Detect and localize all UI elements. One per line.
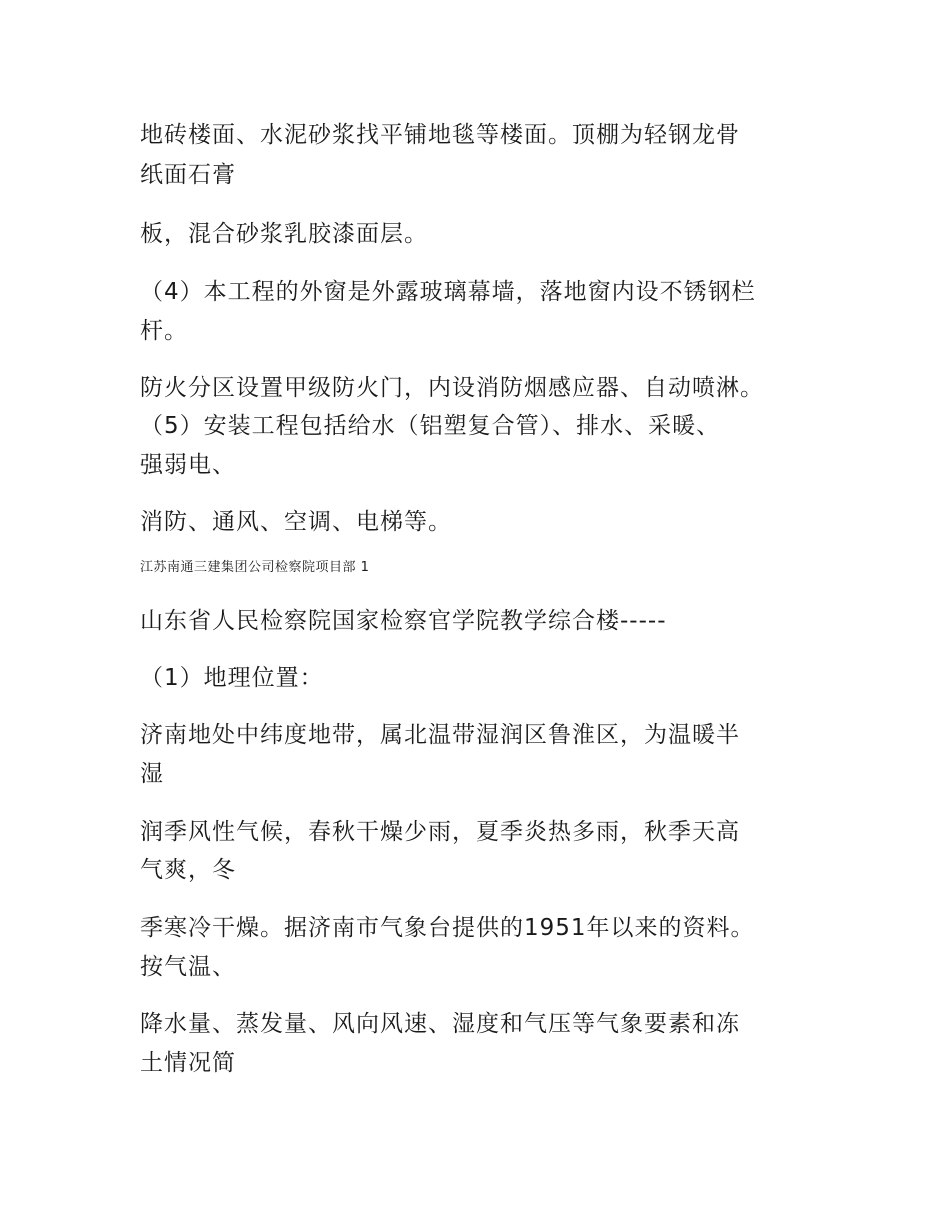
text-line: 季寒冷干燥。据济南市气象台提供的1951年以来的资料。 <box>140 915 755 941</box>
text-line: 润季风性气候，春秋干燥少雨，夏季炎热多雨，秋季天高 <box>140 819 740 845</box>
text-line: 降水量、蒸发量、风向风速、湿度和气压等气象要素和冻 <box>140 1011 740 1037</box>
text-line: 气爽，冬 <box>140 857 236 883</box>
text-line: 纸面石膏 <box>140 162 236 188</box>
text-line: 土情况简 <box>140 1050 236 1076</box>
text-line: 强弱电、 <box>140 452 236 478</box>
page-footer: 江苏南通三建集团公司检察院项目部 1 <box>140 560 370 575</box>
text-line: 防火分区设置甲级防火门，内设消防烟感应器、自动喷淋。 <box>140 375 764 401</box>
text-line: 济南地处中纬度地带，属北温带湿润区鲁淮区，为温暖半 <box>140 722 740 748</box>
text-line: 地砖楼面、水泥砂浆找平铺地毯等楼面。顶棚为轻钢龙骨 <box>140 122 740 148</box>
text-line: 消防、通风、空调、电梯等。 <box>140 509 452 535</box>
text-line: （5）安装工程包括给水（铝塑复合管）、排水、采暖、 <box>140 413 721 439</box>
section-title: 山东省人民检察院国家检察官学院教学综合楼----- <box>140 608 667 634</box>
text-line: 按气温、 <box>140 954 236 980</box>
text-line: （4）本工程的外窗是外露玻璃幕墙，落地窗内设不锈钢栏 <box>140 279 756 305</box>
text-line: 湿 <box>140 761 164 787</box>
section-heading: （1）地理位置： <box>140 665 324 691</box>
text-line: 板，混合砂浆乳胶漆面层。 <box>140 221 428 247</box>
text-line: 杆。 <box>140 318 188 344</box>
